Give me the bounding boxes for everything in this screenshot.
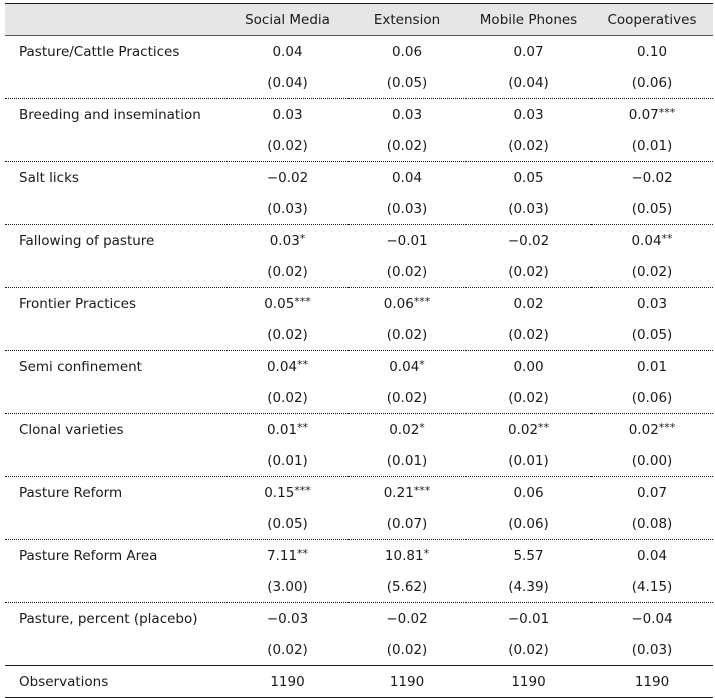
coef-value: 0.06	[391, 44, 423, 60]
standard-error-cell: (0.02)	[466, 382, 591, 414]
standard-error-cell: (0.02)	[227, 130, 348, 162]
coef-cell	[466, 477, 591, 509]
coef-cell	[227, 288, 348, 320]
coef-cell	[227, 414, 348, 446]
coef-cell	[466, 225, 591, 257]
coef-value: 0.02	[513, 296, 544, 312]
coef-cell	[466, 351, 591, 383]
coef-cell	[348, 351, 466, 383]
coef-cell	[466, 414, 591, 446]
significance-stars: ***	[658, 421, 676, 434]
coef-row	[5, 603, 713, 635]
coef-cell	[591, 477, 713, 509]
standard-error-cell: (0.02)	[227, 256, 348, 288]
standard-error-cell: (0.04)	[227, 67, 348, 99]
standard-error-cell: (5.62)	[348, 571, 466, 603]
coef-value: 0.03	[636, 296, 668, 312]
coef-cell	[466, 603, 591, 635]
row-label: Pasture, percent (placebo)	[19, 610, 198, 627]
coef-value: 0.07	[513, 44, 544, 60]
se-row-spacer	[5, 445, 227, 477]
standard-error-cell: (0.08)	[591, 508, 713, 540]
significance-stars: ***	[294, 484, 311, 497]
standard-error-cell: (0.02)	[466, 130, 591, 162]
standard-error-cell: (0.02)	[466, 319, 591, 351]
significance-stars: ***	[658, 106, 676, 119]
coef-value: 0.04	[631, 233, 662, 249]
observations-value: 1190	[227, 666, 348, 698]
coef-value: −0.04	[631, 611, 673, 627]
coef-cell	[591, 225, 713, 257]
coef-cell	[466, 162, 591, 194]
coef-value: 0.07	[628, 107, 659, 123]
coef-cell	[348, 162, 466, 194]
row-label: Frontier Practices	[19, 295, 136, 312]
significance-stars: **	[538, 421, 550, 434]
coef-row	[5, 477, 713, 509]
coef-value: 0.04	[272, 44, 303, 60]
coef-value: 0.02	[628, 422, 659, 438]
coef-row	[5, 225, 713, 257]
se-row	[5, 571, 713, 603]
coef-value: 0.01	[636, 359, 668, 375]
row-label: Pasture/Cattle Practices	[19, 43, 180, 60]
row-label: Breeding and insemination	[19, 106, 201, 123]
header-cooperatives: Cooperatives	[607, 11, 697, 28]
header-social-media: Social Media	[245, 11, 330, 28]
coef-value: 0.07	[636, 485, 668, 501]
coef-value: −0.02	[631, 170, 673, 186]
coef-value: 0.05	[513, 170, 544, 186]
standard-error-cell: (0.02)	[227, 634, 348, 666]
standard-error-cell: (0.02)	[348, 382, 466, 414]
se-row	[5, 319, 713, 351]
coef-cell	[591, 351, 713, 383]
standard-error-cell: (0.05)	[591, 319, 713, 351]
coef-row	[5, 414, 713, 446]
coef-value: 0.04	[266, 359, 298, 375]
header-mobile-phones: Mobile Phones	[479, 11, 578, 28]
coef-value: 0.04	[391, 170, 423, 186]
coef-cell	[591, 36, 713, 68]
coef-cell	[591, 414, 713, 446]
coef-value: 0.01	[266, 422, 298, 438]
row-label: Pasture Reform Area	[19, 547, 158, 564]
coef-cell	[348, 99, 466, 131]
coef-value: 0.15	[264, 485, 295, 501]
regression-table	[5, 3, 713, 698]
coef-value: 0.10	[636, 44, 668, 60]
observations-row	[5, 666, 713, 698]
coef-value: 7.11	[266, 548, 298, 564]
header-cell-blank	[5, 4, 227, 36]
coef-value: 0.03	[513, 107, 544, 123]
standard-error-cell: (0.02)	[591, 256, 713, 288]
se-row	[5, 382, 713, 414]
standard-error-cell: (0.01)	[466, 445, 591, 477]
se-row	[5, 256, 713, 288]
header-row	[5, 4, 713, 36]
coef-cell	[591, 99, 713, 131]
coef-cell	[227, 162, 348, 194]
coef-row	[5, 162, 713, 194]
coef-cell	[466, 540, 591, 572]
se-row-spacer	[5, 67, 227, 99]
standard-error-cell: (4.39)	[466, 571, 591, 603]
standard-error-cell: (0.02)	[466, 634, 591, 666]
observations-value: 1190	[466, 666, 591, 698]
se-row-spacer	[5, 130, 227, 162]
se-row-spacer	[5, 319, 227, 351]
se-row	[5, 193, 713, 225]
significance-stars: *	[423, 547, 430, 560]
coef-cell	[348, 414, 466, 446]
standard-error-cell: (0.00)	[591, 445, 713, 477]
standard-error-cell: (0.01)	[227, 445, 348, 477]
coef-cell	[227, 477, 348, 509]
significance-stars: *	[299, 232, 306, 245]
coef-value: −0.03	[266, 611, 309, 627]
coef-value: 0.05	[264, 296, 295, 312]
standard-error-cell: (0.02)	[348, 130, 466, 162]
coef-value: 0.06	[513, 485, 544, 501]
coef-value: −0.02	[507, 233, 550, 249]
se-row-spacer	[5, 571, 227, 603]
coef-value: 0.03	[269, 233, 300, 249]
coef-cell	[227, 540, 348, 572]
standard-error-cell: (0.02)	[466, 256, 591, 288]
coef-cell	[348, 36, 466, 68]
coef-value: −0.02	[266, 170, 309, 186]
row-label: Salt licks	[19, 169, 79, 186]
coef-cell	[466, 288, 591, 320]
standard-error-cell: (0.05)	[227, 508, 348, 540]
significance-stars: ***	[294, 295, 311, 308]
standard-error-cell: (0.02)	[348, 634, 466, 666]
standard-error-cell: (0.03)	[591, 634, 713, 666]
header-extension: Extension	[373, 11, 441, 28]
se-row-spacer	[5, 193, 227, 225]
coef-value: 0.00	[513, 359, 544, 375]
coef-cell	[591, 162, 713, 194]
coef-cell	[227, 36, 348, 68]
standard-error-cell: (0.01)	[348, 445, 466, 477]
standard-error-cell: (0.06)	[591, 67, 713, 99]
standard-error-cell: (0.02)	[227, 382, 348, 414]
standard-error-cell: (0.02)	[348, 256, 466, 288]
standard-error-cell: (0.01)	[591, 130, 713, 162]
standard-error-cell: (4.15)	[591, 571, 713, 603]
observations-value: 1190	[591, 666, 713, 698]
coef-value: 0.06	[383, 296, 414, 312]
significance-stars: **	[297, 421, 309, 434]
coef-cell	[227, 351, 348, 383]
se-row	[5, 67, 713, 99]
significance-stars: **	[297, 547, 309, 560]
standard-error-cell: (0.05)	[348, 67, 466, 99]
observations-value: 1190	[348, 666, 466, 698]
coef-cell	[348, 540, 466, 572]
row-label: Semi confinement	[19, 358, 142, 375]
coef-row	[5, 351, 713, 383]
coef-cell	[227, 99, 348, 131]
significance-stars: *	[419, 358, 425, 371]
row-label: Pasture Reform	[19, 484, 123, 501]
table-body	[5, 36, 713, 698]
standard-error-cell: (0.03)	[348, 193, 466, 225]
coef-cell	[348, 288, 466, 320]
significance-stars: **	[661, 232, 673, 245]
coef-cell	[591, 603, 713, 635]
standard-error-cell: (0.05)	[591, 193, 713, 225]
coef-cell	[227, 225, 348, 257]
coef-cell	[466, 99, 591, 131]
coef-value: 0.04	[389, 359, 420, 375]
standard-error-cell: (0.07)	[348, 508, 466, 540]
se-row	[5, 130, 713, 162]
row-label: Fallowing of pasture	[19, 232, 155, 249]
se-row-spacer	[5, 382, 227, 414]
standard-error-cell: (0.04)	[466, 67, 591, 99]
coef-row	[5, 540, 713, 572]
coef-value: 5.57	[513, 548, 544, 564]
coef-value: 10.81	[384, 548, 424, 564]
coef-cell	[348, 603, 466, 635]
coef-value: −0.01	[507, 611, 550, 627]
standard-error-cell: (0.03)	[227, 193, 348, 225]
se-row	[5, 634, 713, 666]
coef-row	[5, 99, 713, 131]
coef-value: 0.21	[383, 485, 414, 501]
standard-error-cell: (3.00)	[227, 571, 348, 603]
coef-value: 0.02	[507, 422, 539, 438]
significance-stars: *	[419, 421, 425, 434]
coef-value: −0.02	[386, 611, 428, 627]
standard-error-cell: (0.02)	[227, 319, 348, 351]
coef-value: 0.04	[636, 548, 668, 564]
coef-value: 0.03	[272, 107, 303, 123]
coef-cell	[348, 477, 466, 509]
coef-row	[5, 288, 713, 320]
significance-stars: ***	[413, 295, 431, 308]
coef-value: −0.01	[386, 233, 428, 249]
significance-stars: **	[297, 358, 309, 371]
se-row-spacer	[5, 256, 227, 288]
standard-error-cell: (0.06)	[466, 508, 591, 540]
coef-cell	[227, 603, 348, 635]
row-label: Clonal varieties	[19, 421, 124, 438]
coef-cell	[591, 288, 713, 320]
standard-error-cell: (0.06)	[591, 382, 713, 414]
se-row	[5, 508, 713, 540]
coef-row	[5, 36, 713, 68]
se-row-spacer	[5, 634, 227, 666]
standard-error-cell: (0.03)	[466, 193, 591, 225]
coef-value: 0.02	[389, 422, 420, 438]
coef-cell	[591, 540, 713, 572]
se-row	[5, 445, 713, 477]
standard-error-cell: (0.02)	[348, 319, 466, 351]
coef-cell	[466, 36, 591, 68]
significance-stars: ***	[413, 484, 431, 497]
coef-cell	[348, 225, 466, 257]
coef-value: 0.03	[391, 107, 423, 123]
se-row-spacer	[5, 508, 227, 540]
observations-label: Observations	[5, 666, 227, 698]
